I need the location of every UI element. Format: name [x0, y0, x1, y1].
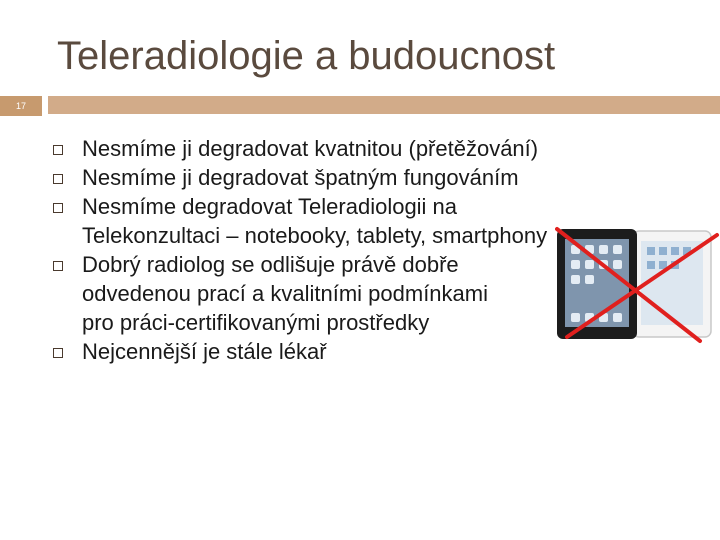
- square-bullet-icon: [53, 261, 63, 271]
- bullet-text: Nesmíme ji degradovat kvatnitou (přetěžování): [82, 136, 539, 161]
- bullet-item: [50, 163, 710, 192]
- bullet-item: [50, 134, 710, 163]
- bullet-item: [50, 192, 582, 250]
- rule-line: [48, 96, 720, 114]
- header-rule: [0, 96, 720, 116]
- bullet-text: Nesmíme degradovat Teleradiologii na Telekonzultaci – notebooky, tablety, smartphony: [82, 194, 548, 248]
- bullet-text: Nejcennější je stále lékař: [82, 339, 327, 364]
- square-bullet-icon: [53, 145, 63, 155]
- bullet-item: [50, 337, 710, 366]
- square-bullet-icon: [53, 203, 63, 213]
- bullet-text: Nesmíme ji degradovat špatným fungováním: [82, 165, 519, 190]
- bullet-text: Dobrý radiolog se odlišuje právě dobře odvedenou prací a kvalitními podmínkami pro práci-certifikovanými prostředky: [82, 252, 488, 335]
- slide-title: Teleradiologie a budoucnost: [57, 34, 556, 78]
- square-bullet-icon: [53, 174, 63, 184]
- bullet-item: [50, 250, 710, 337]
- bullet-list: [50, 134, 710, 366]
- square-bullet-icon: [53, 348, 63, 358]
- slide-number: 17: [0, 96, 42, 116]
